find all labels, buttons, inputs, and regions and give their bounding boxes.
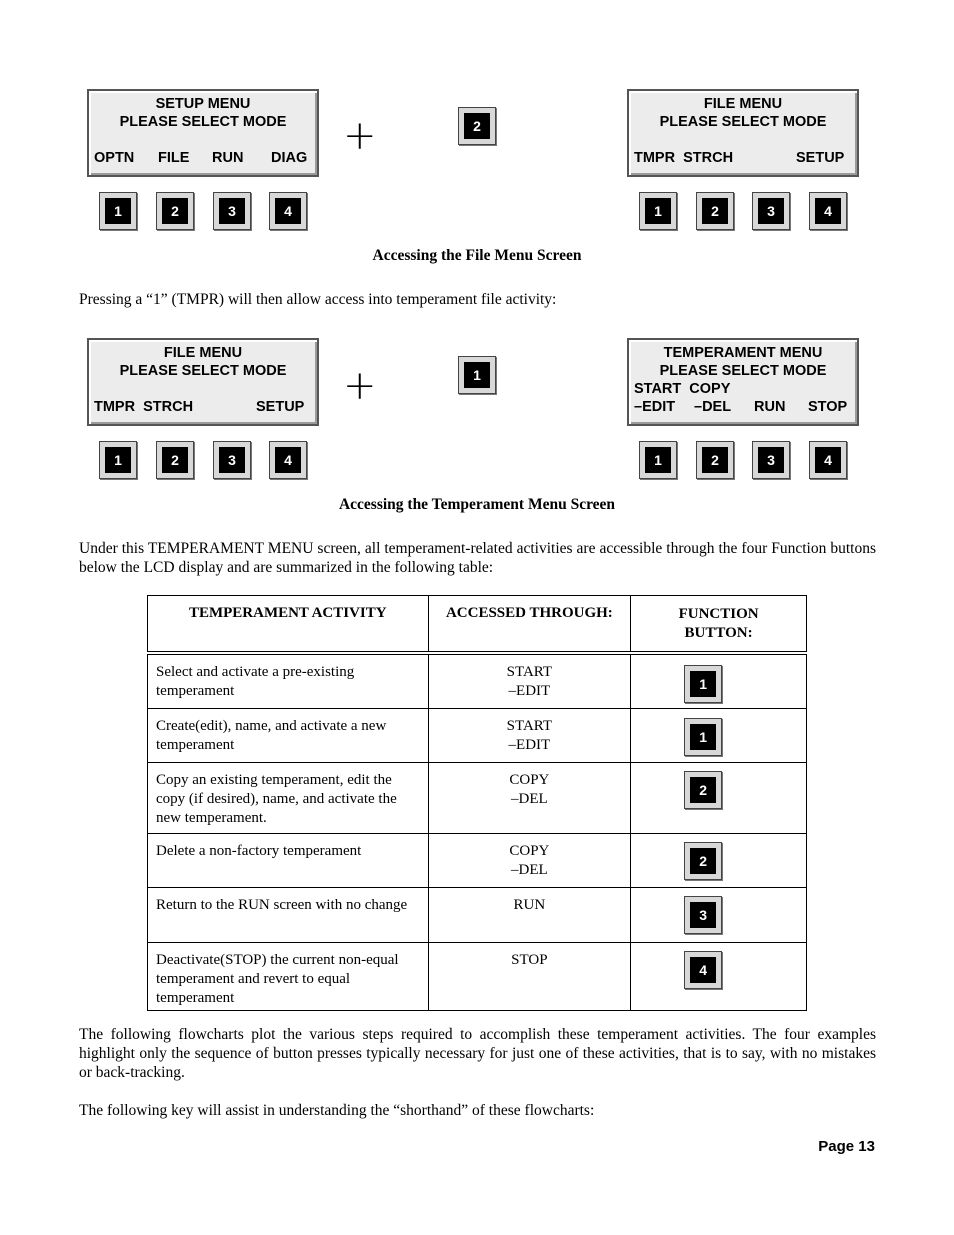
lcd-option-2: –DEL: [694, 399, 732, 415]
lcd-options-left: TMPR STRCH: [634, 150, 734, 166]
button-label: 4: [275, 198, 301, 224]
button-label: 3: [758, 447, 784, 473]
function-button[interactable]: [684, 842, 722, 880]
access-line-1: STOP: [511, 951, 548, 968]
lcd-line-2: PLEASE SELECT MODE: [659, 363, 827, 379]
access-cell: [429, 834, 631, 880]
lcd-line-1: FILE MENU: [163, 345, 243, 361]
plus-icon: +: [343, 363, 377, 409]
lcd-option-2: FILE: [158, 150, 190, 166]
button-label: 4: [815, 198, 841, 224]
table-row: [148, 942, 807, 1010]
paragraph: The following key will assist in understanding the “shorthand” of these flowcharts:: [79, 1102, 595, 1119]
temperament-activity-table: [147, 595, 807, 1011]
column-header: [631, 596, 807, 654]
paragraph: Pressing a “1” (TMPR) will then allow access into temperament file activity:: [79, 291, 557, 308]
button-label: 1: [645, 198, 671, 224]
lcd-options-left: TMPR STRCH: [94, 399, 194, 415]
function-button-2[interactable]: [156, 192, 194, 230]
button-label: 1: [645, 447, 671, 473]
lcd-line-2: PLEASE SELECT MODE: [119, 114, 287, 130]
access-cell: [429, 763, 631, 809]
lcd-file-menu: [627, 89, 859, 177]
lcd-setup-menu: [87, 89, 319, 177]
access-line-1: RUN: [513, 896, 546, 913]
activity-cell: Create(edit), name, and activate a new temperament: [156, 717, 387, 753]
function-button-1[interactable]: [99, 441, 137, 479]
button-label: 1: [690, 724, 716, 750]
function-button-1[interactable]: [639, 192, 677, 230]
column-header: [148, 596, 429, 654]
lcd-option-3: RUN: [212, 150, 244, 166]
pressed-button[interactable]: [458, 107, 496, 145]
access-cell: [429, 943, 631, 970]
lcd-line-1: FILE MENU: [703, 96, 783, 112]
function-button-3[interactable]: [213, 441, 251, 479]
function-button-4[interactable]: [269, 192, 307, 230]
access-line-2: –DEL: [511, 861, 548, 878]
function-button[interactable]: [684, 896, 722, 934]
activity-cell: Select and activate a pre-existing temperament: [156, 664, 355, 699]
access-line-1: START: [506, 664, 553, 680]
access-cell: [429, 888, 631, 915]
lcd-options-right: SETUP: [796, 150, 845, 166]
function-button-3[interactable]: [752, 192, 790, 230]
access-line-2: –DEL: [511, 790, 548, 807]
lcd-line-1: SETUP MENU: [155, 96, 251, 112]
button-label: 3: [219, 447, 245, 473]
button-label: 1: [105, 198, 131, 224]
paragraph: Under this TEMPERAMENT MENU screen, all temperament-related activities are accessible through the four Function buttons below the LCD display and are summarized in the following table:: [79, 540, 876, 576]
table-row: [148, 708, 807, 762]
access-line-1: COPY: [509, 771, 550, 788]
activity-cell: Deactivate(STOP) the current non-equal temperament and revert to equal temperament: [156, 951, 399, 1006]
paragraph: The following flowcharts plot the various steps required to accomplish these temperament activities. The four examples highlight only the sequence of button presses typically necessary for just one of these activities, that is to say, with no mistakes or back-tracking.: [79, 1026, 876, 1081]
function-button[interactable]: [684, 771, 722, 809]
activity-cell: Copy an existing temperament, edit the copy (if desired), name, and activate the new temperament.: [156, 771, 397, 826]
button-label: 2: [162, 447, 188, 473]
lcd-line-1: TEMPERAMENT MENU: [663, 345, 823, 361]
function-button-4[interactable]: [809, 441, 847, 479]
function-button[interactable]: [684, 665, 722, 703]
lcd-option-1: OPTN: [94, 150, 135, 166]
button-label: 2: [702, 198, 728, 224]
header-text: TEMPERAMENT ACTIVITY: [188, 605, 387, 621]
button-label: 2: [690, 777, 716, 803]
function-button[interactable]: [684, 951, 722, 989]
access-cell: [429, 709, 631, 755]
button-label: 1: [105, 447, 131, 473]
access-cell: [429, 655, 631, 701]
button-label: 2: [464, 113, 490, 139]
table-row: [148, 887, 807, 942]
access-line-1: COPY: [509, 842, 550, 859]
button-label: 1: [464, 362, 490, 388]
lcd-options-right: SETUP: [256, 399, 305, 415]
access-line-2: –EDIT: [508, 683, 551, 699]
activity-cell: Return to the RUN screen with no change: [156, 896, 408, 913]
function-button-2[interactable]: [156, 441, 194, 479]
column-header: [428, 596, 631, 654]
function-button-3[interactable]: [213, 192, 251, 230]
button-label: 4: [690, 957, 716, 983]
button-label: 3: [690, 902, 716, 928]
activity-cell: Delete a non-factory temperament: [156, 842, 362, 859]
function-button[interactable]: [684, 718, 722, 756]
lcd-line-2: PLEASE SELECT MODE: [659, 114, 827, 130]
header-text: ACCESSED THROUGH:: [445, 605, 613, 621]
lcd-option-1: –EDIT: [634, 399, 676, 415]
lcd-line-2: PLEASE SELECT MODE: [119, 363, 287, 379]
function-button-1[interactable]: [99, 192, 137, 230]
plus-icon: +: [343, 113, 377, 159]
page-number: Page 13: [818, 1138, 875, 1155]
access-line-1: START: [506, 717, 553, 734]
lcd-line-3: START COPY: [634, 381, 731, 397]
button-label: 2: [690, 848, 716, 874]
figure-caption: Accessing the File Menu Screen: [372, 247, 582, 264]
lcd-option-4: STOP: [808, 399, 848, 415]
table-row: [148, 653, 807, 708]
button-label: 2: [702, 447, 728, 473]
lcd-option-3: RUN: [754, 399, 786, 415]
lcd-file-menu: [87, 338, 319, 426]
function-button-1[interactable]: [639, 441, 677, 479]
function-button-4[interactable]: [809, 192, 847, 230]
button-label: 4: [275, 447, 301, 473]
button-label: 3: [758, 198, 784, 224]
lcd-temperament-menu: [627, 338, 859, 426]
header-text: FUNCTION BUTTON:: [678, 606, 759, 641]
button-label: 4: [815, 447, 841, 473]
function-button-2[interactable]: [696, 441, 734, 479]
function-button-2[interactable]: [696, 192, 734, 230]
lcd-option-4: DIAG: [271, 150, 308, 166]
button-label: 1: [690, 671, 716, 697]
pressed-button[interactable]: [458, 356, 496, 394]
access-line-2: –EDIT: [508, 736, 551, 753]
table-row: [148, 762, 807, 833]
button-label: 3: [219, 198, 245, 224]
function-button-3[interactable]: [752, 441, 790, 479]
table-row: [148, 833, 807, 887]
button-label: 2: [162, 198, 188, 224]
figure-caption: Accessing the Temperament Menu Screen: [338, 496, 616, 513]
function-button-4[interactable]: [269, 441, 307, 479]
